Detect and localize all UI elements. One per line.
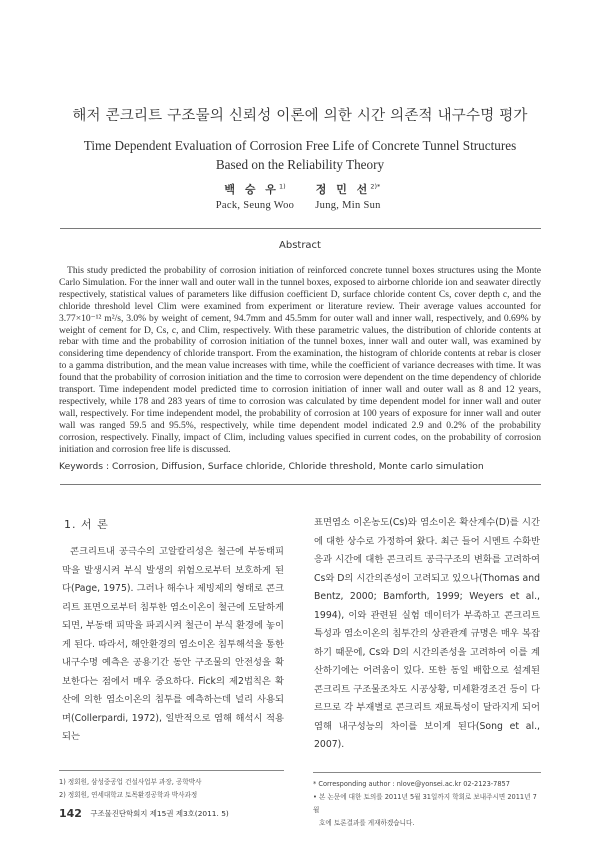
keywords: Keywords : Corrosion, Diffusion, Surface chloride, Chloride threshold, Monte carlo simulation: [59, 461, 484, 472]
author-2-name-ko: 정 민 선: [315, 183, 371, 196]
author-1: [205, 181, 305, 211]
footnote-corresponding: * Corresponding author : nlove@yonsei.ac.kr 02-2123-7857: [313, 780, 510, 788]
paper-title-korean: 해저 콘크리트 구조물의 신뢰성 이론에 의한 시간 의존적 내구수명 평가: [72, 108, 528, 124]
body-left-column: 콘크리트내 공극수의 고알칼리성은 철근에 부동태피막을 발생시켜 부식 발생의 위험으로부터 보호하게 된다(Page, 1975). 그러나 해수나 제빙제의 형태로 콘크리트 표면으로부터 침투한 염소이온이 철근에 도달하게 되면, 부동태 피막을 파괴시켜 철근이 부식 환경에 놓이게 된다. 따라서, 해안환경의 염소이온 침투해석을 통한 내구수명 예측은 공용기간 동안 구조물의 안전성을 확보한다는 점에서 매우 중요하다. Fick의 제2법칙은 확산에 의한 염소이온의 침투를 예측하는데 널리 사용되며(Collerpardi, 1972), 일반적으로 염해 해석시 적용되는: [62, 546, 284, 742]
section-heading-introduction: 1. 서 론: [64, 518, 109, 531]
footnote-rule-right: [313, 772, 541, 773]
author-1-sup: 1): [278, 182, 286, 191]
title-en-line2: Based on the Reliability Theory: [215, 157, 385, 172]
author-1-name-ko: 백 승 우: [224, 183, 279, 196]
abstract-heading: Abstract: [279, 240, 321, 251]
author-2-sup: 2)*: [370, 182, 381, 191]
author-2-name-en: Jung, Min Sun: [315, 200, 381, 211]
author-1-name-en: Pack, Seung Woo: [215, 200, 295, 211]
footnote-2: 2) 정회원, 연세대학교 토목환경공학과 박사과정: [59, 791, 198, 799]
abstract-text: This study predicted the probability of corrosion initiation of reinforced concrete tunnel boxes structures using the Monte Carlo Simulation. For the inner wall and outer wall in the tunnel boxes, exposed to airborne chloride ion and seawater directly respectively, statistical values of parameters like diffusion coefficient D, surface chloride content Cs, cover depth c, and the chloride threshold level Clim were examined from experiment or literature review. Their average values accounted for 3.77×10⁻¹² m²/s, 3.0% by weight of cement, 94.7mm and 45.5mm for outer wall and inner wall, respectively, and 0.69% by weight of cement for D, Cs, c, and Clim, respectively. With these parametric values, the distribution of chloride contents at rebar with time and the probability of corrosion initiation of the tunnel boxes, inner wall and outer wall, was examined by considering time dependency of chloride transport. From the examination, the histogram of chloride contents at rebar is closer to a gamma distribution, and the mean value increases with time, while the coefficient of variance decreases with time. It was found that the probability of corrosion initiation and the time to corrosion were dependent on the time dependency of chloride transport. Time independent model predicted time to corrosion initiation of inner wall and outer wall as 8 and 12 years, respectively, while 178 and 283 years of time to corrosion was calculated by time dependent model for inner wall and outer wall, respectively. For time independent model, the probability of corrosion at 100 years of exposure for inner wall and outer wall was ranged 59.5 and 95.5%, respectively, while time dependent model indicated 2.9 and 0.2% of the probability corrosion, respectively. Finally, impact of Clim, including values specified in current codes, on the probability of corrosion initiation and corrosion free life is discussed.: [59, 265, 541, 455]
title-en-line1: Time Dependent Evaluation of Corrosion Free Life of Concrete Tunnel Structures: [83, 138, 517, 153]
author-2: [298, 181, 398, 211]
page-footer: [59, 807, 229, 820]
paper-title-english: [40, 136, 560, 174]
footnote-rule-left: [59, 770, 284, 771]
footnotes-left: [59, 776, 289, 802]
footnote-discussion-2: 호에 토론결과를 게재하겠습니다.: [319, 819, 415, 827]
page-number: 142: [59, 807, 82, 820]
abstract-top-rule: [60, 228, 541, 229]
journal-info: 구조물진단학회지 제15권 제3호(2011. 5): [90, 809, 229, 818]
footnote-discussion-1: • 본 논문에 대한 토의를 2011년 5월 31일까지 학회로 보내주시면 2011년 7월: [313, 793, 537, 814]
abstract-bottom-rule: [60, 484, 541, 485]
body-right-column: 표면염소 이온농도(Cs)와 염소이온 확산계수(D)를 시간에 대한 상수로 가정하여 왔다. 최근 들어 시멘트 수화반응과 시간에 대한 콘크리트 공극구조의 변화를 고려하여 Cs와 D의 시간의존성이 고려되고 있으나(Thomas and Bentz, 2000; Bamforth, 1999; Weyers et al., 1994), 이와 관련된 실험 데이터가 부족하고 콘크리트 특성과 염소이온의 침투간의 상관관계 규명은 매우 복잡하기 때문에, Cs와 D의 시간의존성을 고려하여 이를 계산하기에는 어려움이 있다. 또한 동일 배합으로 설계된 콘크리트 구조물조차도 시공상황, 미세환경조건 등이 다르므로 각 부재별로 콘크리트 재료특성이 달라지게 되어 염해 내구성능의 차이를 보이게 된다(Song et al., 2007).: [314, 517, 540, 750]
footnote-1: 1) 정회원, 삼성중공업 건설사업부 과장, 공학박사: [59, 778, 202, 786]
footnotes-right: [313, 778, 543, 830]
